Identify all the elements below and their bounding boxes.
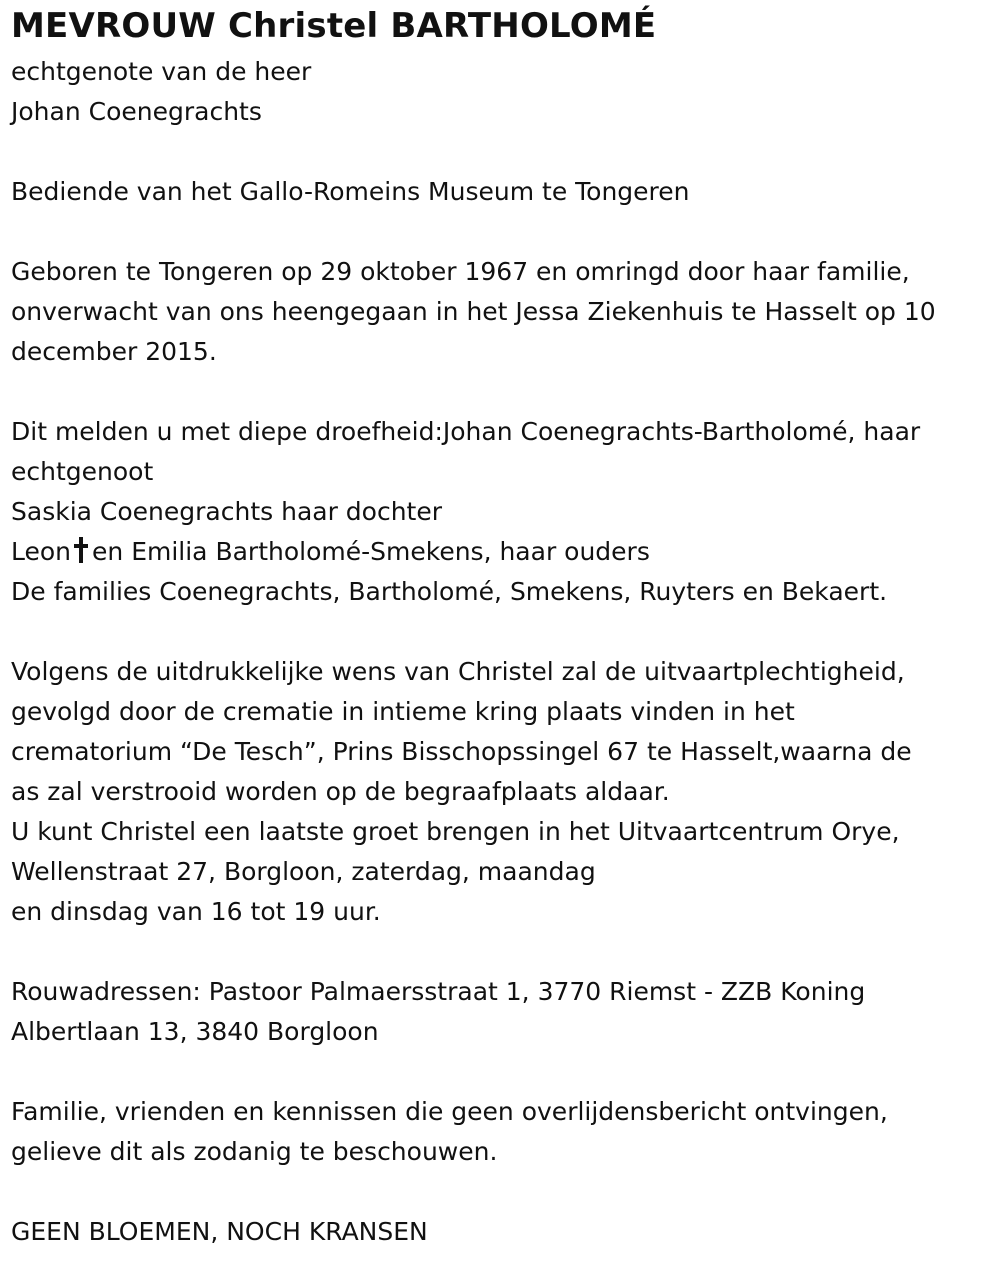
occupation-line: Bediende van het Gallo-Romeins Museum te Tongeren	[11, 177, 690, 206]
spouse-name: Johan Coenegrachts	[11, 97, 262, 126]
announcement-paragraph	[11, 412, 996, 612]
parents-rest: en Emilia Bartholomé-Smekens, haar ouders	[92, 537, 650, 566]
text-line: echtgenoot	[11, 457, 154, 486]
text-line: en dinsdag van 16 tot 19 uur.	[11, 897, 381, 926]
cross-icon	[74, 537, 88, 563]
obituary-document	[11, 0, 996, 1252]
text-line: gevolgd door de crematie in intieme kring plaats vinden in het	[11, 697, 795, 726]
paragraph-spacer	[11, 212, 996, 252]
text-line: crematorium “De Tesch”, Prins Bisschopssingel 67 te Hasselt,waarna de	[11, 737, 912, 766]
text-line: Geboren te Tongeren op 29 oktober 1967 en omringd door haar familie,	[11, 257, 910, 286]
parents-line	[11, 532, 996, 572]
paragraph-spacer	[11, 372, 996, 412]
text-line: Volgens de uitdrukkelijke wens van Christel zal de uitvaartplechtigheid,	[11, 657, 905, 686]
ceremony-paragraph	[11, 652, 996, 932]
text-line: Albertlaan 13, 3840 Borgloon	[11, 1017, 379, 1046]
closing-line: GEEN BLOEMEN, NOCH KRANSEN	[11, 1217, 428, 1246]
text-line: U kunt Christel een laatste groet brengen in het Uitvaartcentrum Orye,	[11, 817, 900, 846]
text-line: december 2015.	[11, 337, 217, 366]
text-line: Familie, vrienden en kennissen die geen overlijdensbericht ontvingen,	[11, 1097, 888, 1126]
text-line: onverwacht van ons heengegaan in het Jessa Ziekenhuis te Hasselt op 10	[11, 297, 936, 326]
text-line: De families Coenegrachts, Bartholomé, Smekens, Ruyters en Bekaert.	[11, 577, 888, 606]
father-name: Leon	[11, 537, 72, 566]
birth-death-paragraph	[11, 252, 996, 372]
deceased-name-title: MEVROUW Christel BARTHOLOMÉ	[11, 6, 657, 46]
text-line: Wellenstraat 27, Borgloon, zaterdag, maandag	[11, 857, 596, 886]
paragraph-spacer	[11, 612, 996, 652]
paragraph-spacer	[11, 1172, 996, 1212]
text-line: gelieve dit als zodanig te beschouwen.	[11, 1137, 498, 1166]
paragraph-spacer	[11, 1052, 996, 1092]
text-line: Rouwadressen: Pastoor Palmaersstraat 1, 3770 Riemst - ZZB Koning	[11, 977, 866, 1006]
text-line: Dit melden u met diepe droefheid:Johan Coenegrachts-Bartholomé, haar	[11, 417, 921, 446]
text-line: Saskia Coenegrachts haar dochter	[11, 497, 443, 526]
paragraph-spacer	[11, 932, 996, 972]
spouse-intro: echtgenote van de heer	[11, 57, 312, 86]
paragraph-spacer	[11, 132, 996, 172]
text-line: as zal verstrooid worden op de begraafplaats aldaar.	[11, 777, 670, 806]
notice-paragraph	[11, 1092, 996, 1172]
addresses-paragraph	[11, 972, 996, 1052]
